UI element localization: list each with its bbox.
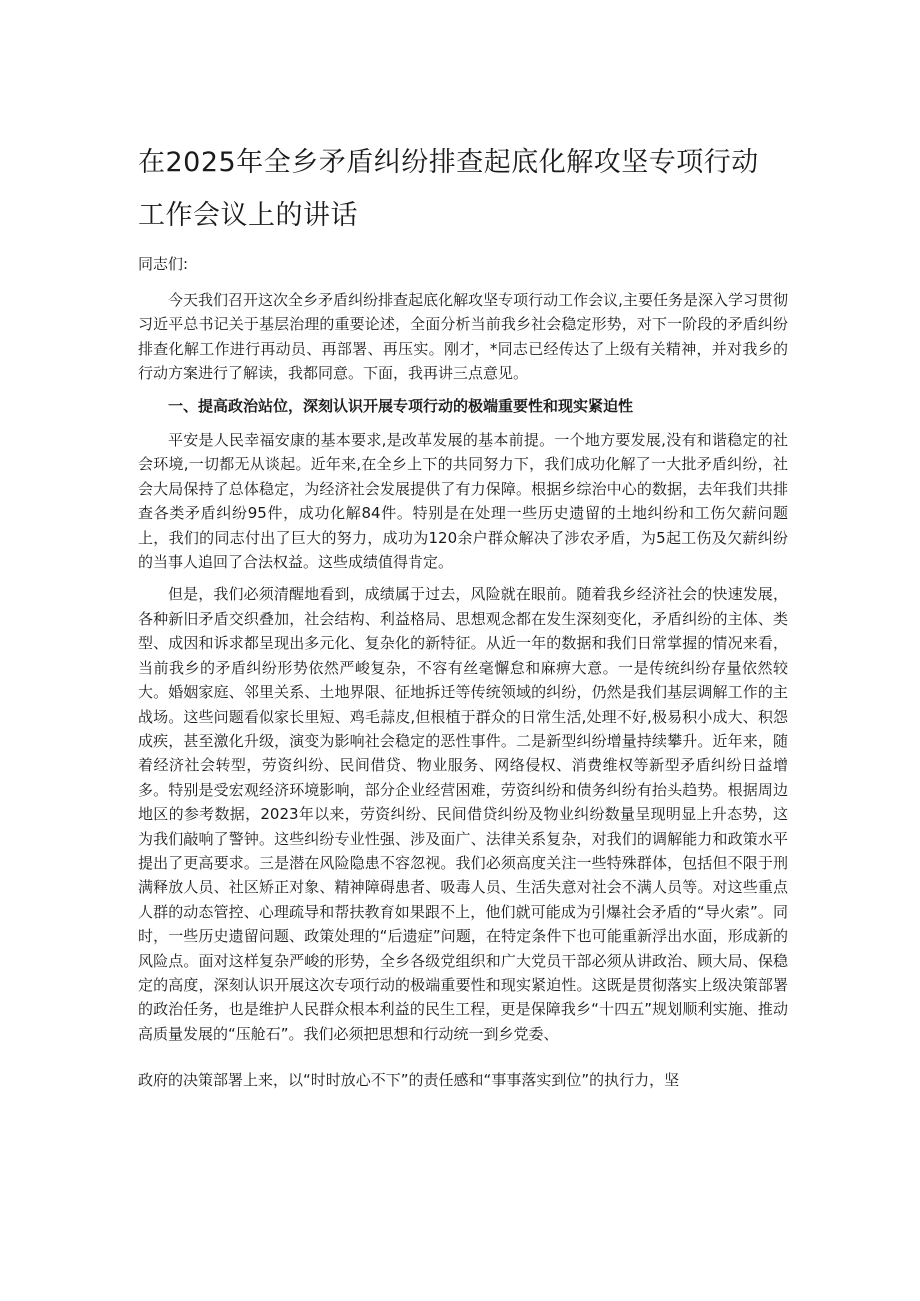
paragraph-continued: 政府的决策部署上来，以“时时放心不下”的责任感和“事事落实到位”的执行力，坚 (138, 1071, 680, 1090)
paragraph-safety: 平安是人民幸福安康的基本要求,是改革发展的基本前提。一个地方要发展,没有和谐稳定的社会环境,一切都无从谈起。近年来,在全乡上下的共同努力下，我们成功化解了一大批矛盾纠纷，社会大局保持了总体稳定，为经济社会发展提供了有力保障。根据乡综治中心的数据，去年我们共排查各类矛盾纠纷95件，成功化解84件。特别是在处理一些历史遗留的土地纠纷和工伤欠薪问题上，我们的同志付出了巨大的努力，成功为120余户群众解决了涉农矛盾，为5起工伤及欠薪纠纷的当事人追回了合法权益。这些成绩值得肯定。 (138, 431, 788, 572)
section-heading-1: 一、提高政治站位，深刻认识开展专项行动的极端重要性和现实紧迫性 (168, 396, 634, 415)
paragraph-risks: 但是，我们必须清醒地看到，成绩属于过去，风险就在眼前。随着我乡经济社会的快速发展，各种新旧矛盾交织叠加，社会结构、利益格局、思想观念都在发生深刻变化，矛盾纠纷的主体、类型、成因和诉求都呈现出多元化、复杂化的新特征。从近一年的数据和我们日常掌握的情况来看，当前我乡的矛盾纠纷形势依然严峻复杂，不容有丝毫懈怠和麻痹大意。一是传统纠纷存量依然较大。婚姻家庭、邻里关系、土地界限、征地拆迁等传统领域的纠纷，仍然是我们基层调解工作的主战场。这些问题看似家长里短、鸡毛蒜皮,但根植于群众的日常生活,处理不好,极易积小成大、积怨成疾，甚至激化升级，演变为影响社会稳定的恶性事件。二是新型纠纷增量持续攀升。近年来，随着经济社会转型，劳资纠纷、民间借贷、物业服务、网络侵权、消费维权等新型矛盾纠纷日益增多。特别是受宏观经济环境影响，部分企业经营困难，劳资纠纷和债务纠纷有抬头趋势。根据周边地区的参考数据，2023年以来，劳资纠纷、民间借贷纠纷及物业纠纷数量呈现明显上升态势，这为我们敲响了警钟。这些纠纷专业性强、涉及面广、法律关系复杂，对我们的调解能力和政策水平提出了更高要求。三是潜在风险隐患不容忽视。我们必须高度关注一些特殊群体，包括但不限于刑满释放人员、社区矫正对象、精神障碍患者、吸毒人员、生活失意对社会不满人员等。对这些重点人群的动态管控、心理疏导和帮扶教育如果跟不上，他们就可能成为引爆社会矛盾的“导火索”。同时，一些历史遗留问题、政策处理的“后遗症”问题，在特定条件下也可能重新浮出水面，形成新的风险点。面对这样复杂严峻的形势，全乡各级党组织和广大党员干部必须从讲政治、顾大局、保稳定的高度，深刻认识开展这次专项行动的极端重要性和现实紧迫性。这既是贯彻落实上级决策部署的政治任务，也是维护人民群众根本利益的民生工程，更是保障我乡“十四五”规划顺利实施、推动高质量发展的“压舱石”。我们必须把思想和行动统一到乡党委、 (138, 585, 788, 1043)
document-title-line-2: 工作会议上的讲话 (138, 200, 358, 231)
paragraph-opening: 今天我们召开这次全乡矛盾纠纷排查起底化解攻坚专项行动工作会议,主要任务是深入学习贯彻习近平总书记关于基层治理的重要论述，全面分析当前我乡社会稳定形势，对下一阶段的矛盾纠纷排查化解工作进行再动员、再部署、再压实。刚才，*同志已经传达了上级有关精神，并对我乡的行动方案进行了解读，我都同意。下面，我再讲三点意见。 (138, 291, 788, 383)
document-body (138, 288, 788, 1101)
salutation: 同志们: (138, 255, 189, 273)
document-title-line-1: 在2025年全乡矛盾纠纷排查起底化解攻坚专项行动 (138, 147, 759, 178)
